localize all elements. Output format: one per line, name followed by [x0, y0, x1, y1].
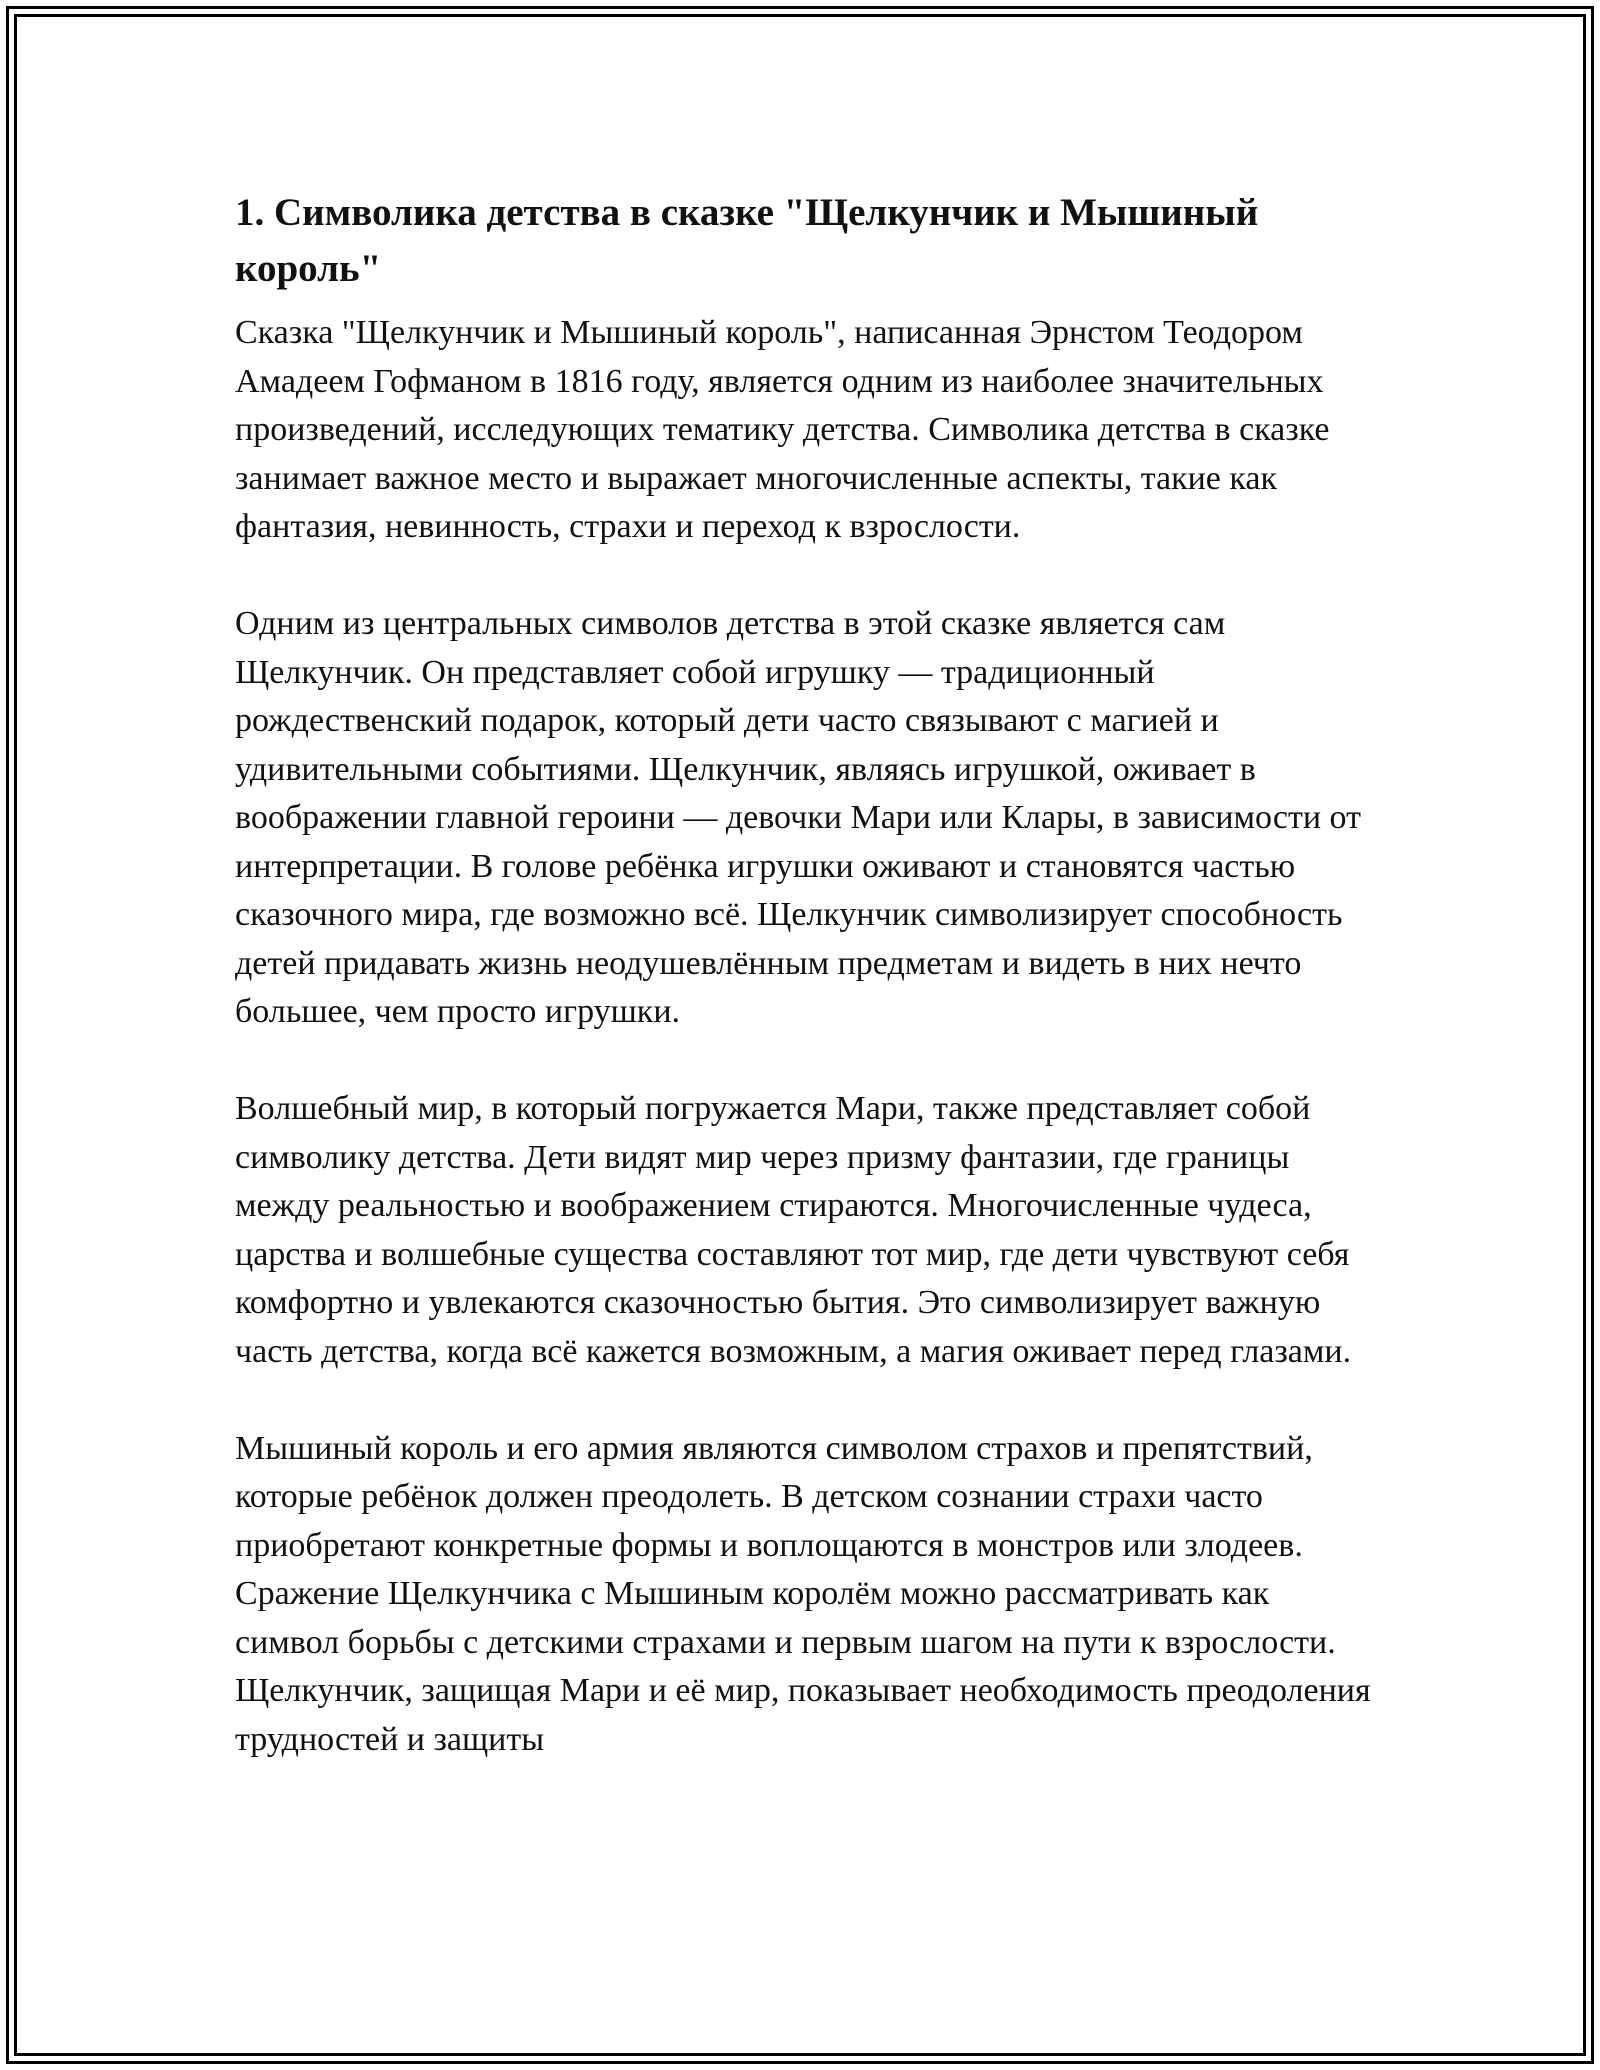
section-heading: 1. Символика детства в сказке "Щелкунчик и Мышиный король"	[235, 191, 1259, 290]
paragraph-intro: Сказка "Щелкунчик и Мышиный король", написанная Эрнстом Теодором Амадеем Гофманом в 1816 году, является одним из наиболее значительных произведений, исследующих тематику детства. Символика детства в сказке занимает важное место и выражает многочисленные аспекты, такие как фантазия, невинность, страхи и переход к взрослости.	[235, 314, 1330, 545]
paragraph-magic-world: Волшебный мир, в который погружается Мари, также представляет собой символику детства. Дети видят мир через призму фантазии, где границы между реальностью и воображением стираются. Многочисленные чудеса, царства и волшебные существа составляют тот мир, где дети чувствуют себя комфортно и увлекаются сказочностью бытия. Это символизирует важную часть детства, когда всё кажется возможным, а магия оживает перед глазами.	[235, 1090, 1352, 1370]
paragraph-nutcracker-symbol: Одним из центральных символов детства в этой сказке является сам Щелкунчик. Он представляет собой игрушку — традиционный рождественский подарок, который дети часто связывают с магией и удивительными событиями. Щелкунчик, являясь игрушкой, оживает в воображении главной героини — девочки Мари или Клары, в зависимости от интерпретации. В голове ребёнка игрушки оживают и становятся частью сказочного мира, где возможно всё. Щелкунчик символизирует способность детей придавать жизнь неодушевлённым предметам и видеть в них нечто большее, чем просто игрушки.	[235, 605, 1361, 1030]
paragraph-mouse-king: Мышиный король и его армия являются символом страхов и препятствий, которые ребёнок должен преодолеть. В детском сознании страхи часто приобретают конкретные формы и воплощаются в монстров или злодеев. Сражение Щелкунчика с Мышиным королём можно рассматривать как символ борьбы с детскими страхами и первым шагом на пути к взрослости. Щелкунчик, защищая Мари и её мир, показывает необходимость преодоления трудностей и защиты	[235, 1429, 1371, 1758]
document-body	[235, 185, 1375, 1813]
